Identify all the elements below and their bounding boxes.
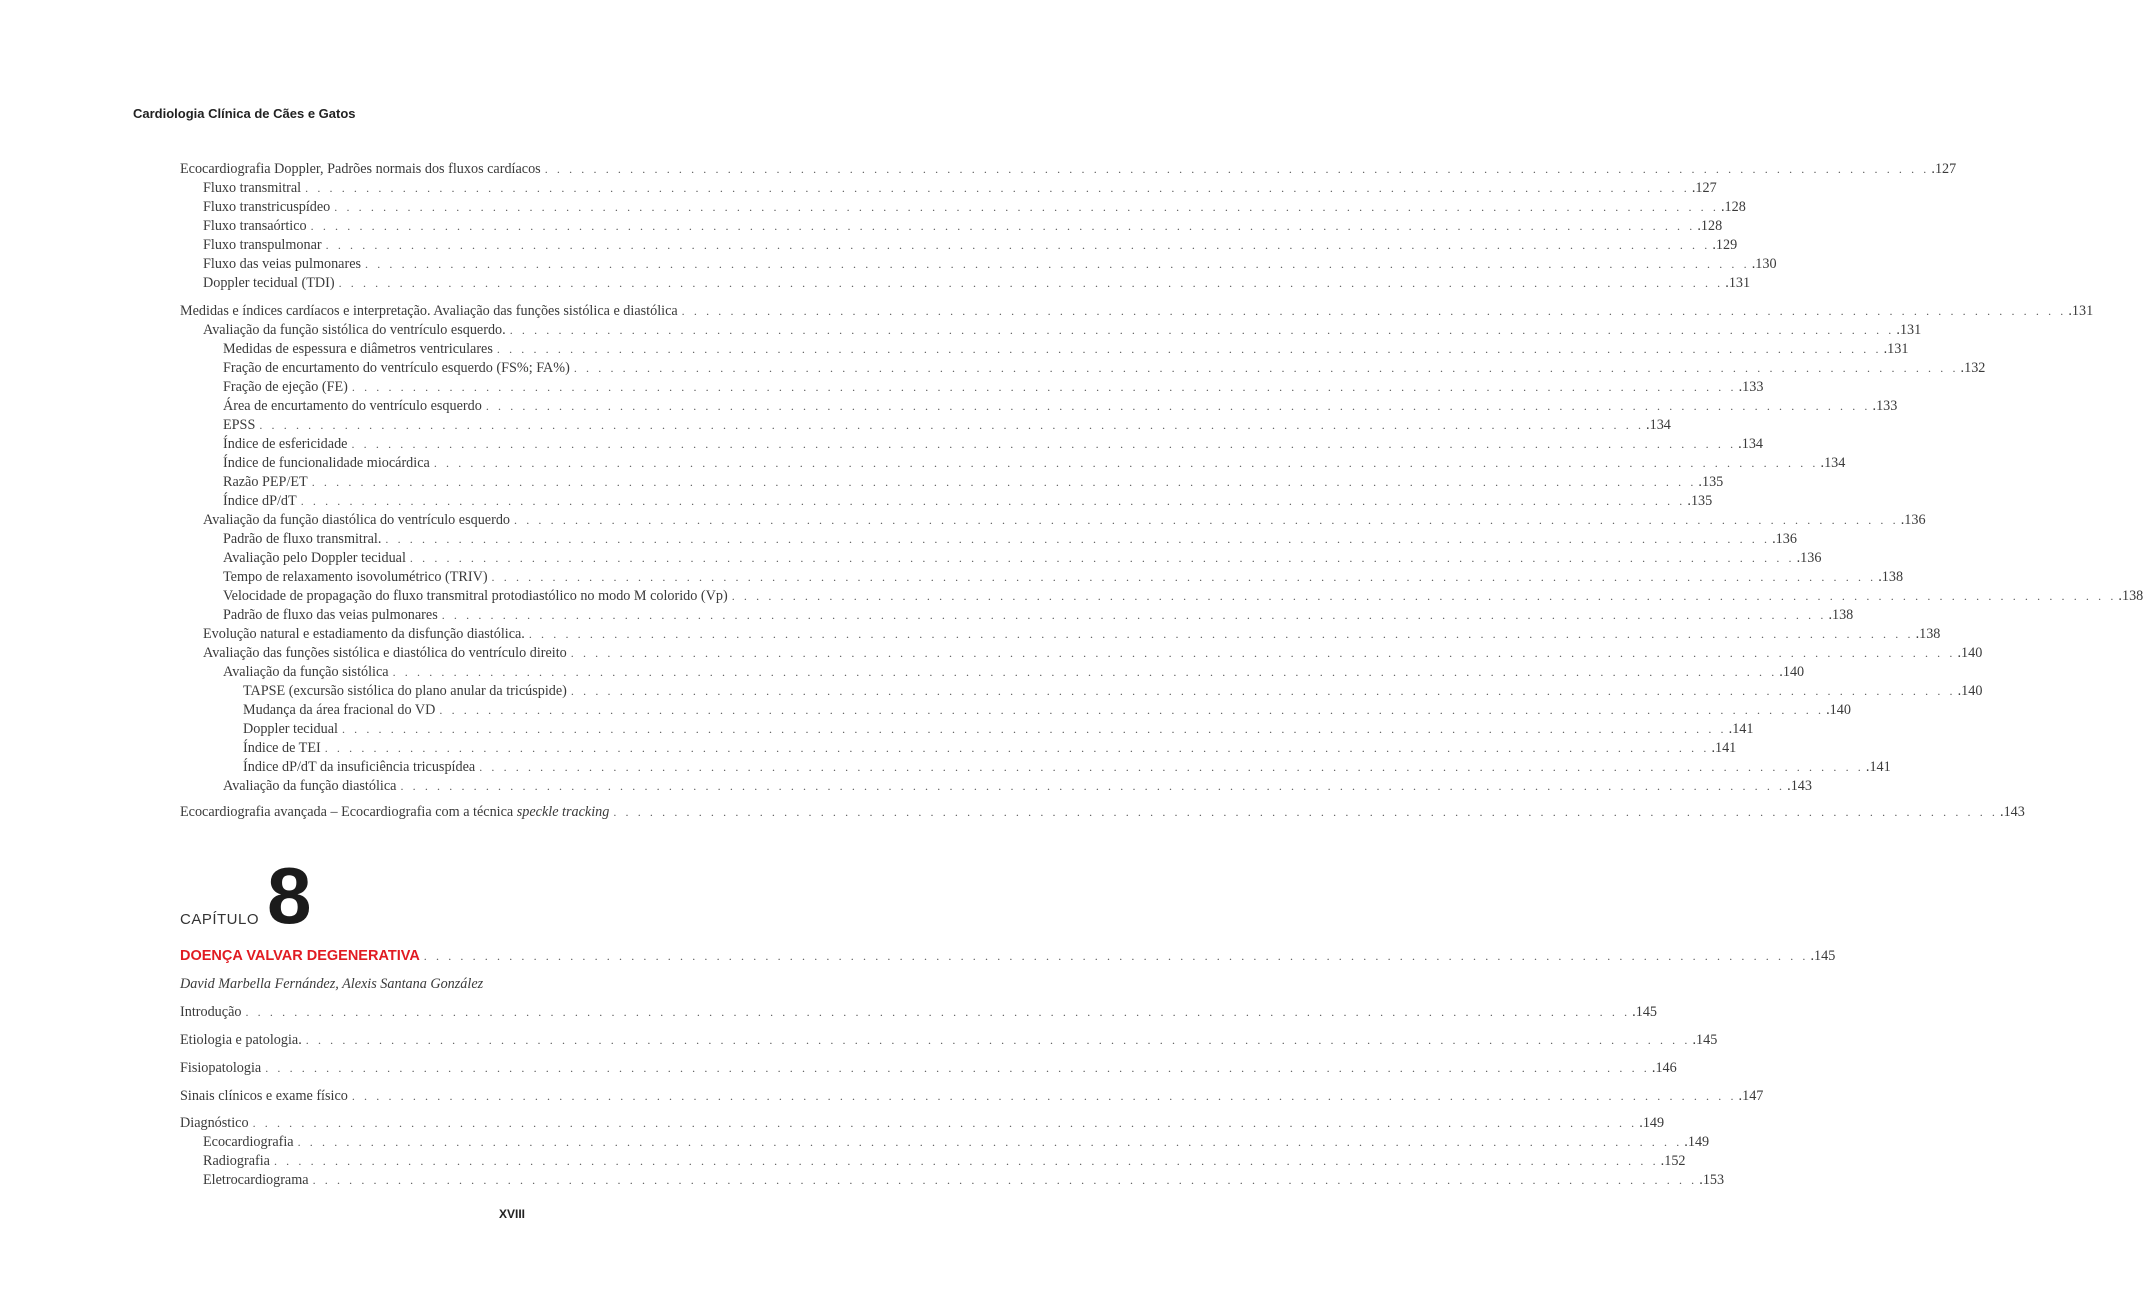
- toc-leader-dots: . . . . . . . . . . . . . . . . . . . . . . . . . . . . . . . . . . . . . . . . . . . . . . . . . . . . . . . . . . . . . . . . . . . . . . . . . . . . . . . . . . . . . . . . . . . . . . . . . . . . . . . . . . . . . . . . . .: [385, 532, 1771, 546]
- toc-row-title: Fração de ejeção (FE): [223, 379, 348, 395]
- toc-row-page: .134: [1820, 455, 1846, 471]
- toc-row-page: .132: [1960, 360, 1986, 376]
- toc-row-title: Eletrocardiograma: [203, 1172, 309, 1188]
- toc-row[interactable]: [180, 568, 1904, 587]
- toc-leader-dots: . . . . . . . . . . . . . . . . . . . . . . . . . . . . . . . . . . . . . . . . . . . . . . . . . . . . . . . . . . . . . . . . . . . . . . . . . . . . . . . . . . . . . . . . . . . . . . . . . . . . . . . . . . . . . . . . . .: [252, 1116, 1638, 1130]
- toc-row-page: .145: [1692, 1032, 1718, 1048]
- toc-leader-dots: . . . . . . . . . . . . . . . . . . . . . . . . . . . . . . . . . . . . . . . . . . . . . . . . . . . . . . . . . . . . . . . . . . . . . . . . . . . . . . . . . . . . . . . . . . . . . . . . . . . . . . . . . . . . . . . . . .: [392, 665, 1778, 679]
- toc-row-page: .129: [1712, 237, 1738, 253]
- toc-row-page: .127: [1931, 161, 1957, 177]
- toc-row-title: Etiologia e patologia.: [180, 1032, 302, 1048]
- toc-row-title: Ecocardiografia avançada – Ecocardiografia com a técnica speckle tracking: [180, 804, 610, 820]
- toc-row[interactable]: [180, 1171, 1725, 1190]
- toc-row[interactable]: [180, 947, 1836, 966]
- toc-row-page: .138: [2118, 588, 2143, 604]
- toc-row-page: .153: [1699, 1172, 1725, 1188]
- toc-leader-dots: . . . . . . . . . . . . . . . . . . . . . . . . . . . . . . . . . . . . . . . . . . . . . . . . . . . . . . . . . . . . . . . . . . . . . . . . . . . . . . . . . . . . . . . . . . . . . . . . . . . . . . . . . . . . . . . . . .: [351, 1089, 1737, 1103]
- chapter-title: DOENÇA VALVAR DEGENERATIVA: [180, 948, 420, 964]
- toc-row[interactable]: [180, 416, 1671, 435]
- toc-row-title: Avaliação das funções sistólica e diastólica do ventrículo direito: [203, 645, 567, 661]
- toc-leader-dots: . . . . . . . . . . . . . . . . . . . . . . . . . . . . . . . . . . . . . . . . . . . . . . . . . . . . . . . . . . . . . . . . . . . . . . . . . . . . . . . . . . . . . . . . . . . . . . . . . . . . . . . . . . . . . . . . . .: [310, 219, 1696, 233]
- toc-row[interactable]: [180, 1087, 1764, 1106]
- toc-row[interactable]: [180, 378, 1764, 397]
- toc-row[interactable]: [180, 179, 1717, 198]
- toc-leader-dots: . . . . . . . . . . . . . . . . . . . . . . . . . . . . . . . . . . . . . . . . . . . . . . . . . . . . . . . . . . . . . . . . . . . . . . . . . . . . . . . . . . . . . . . . . . . . . . . . . . . . . . . . . . . . . . . . . .: [325, 238, 1711, 252]
- toc-row[interactable]: [180, 606, 1854, 625]
- toc-leader-dots: . . . . . . . . . . . . . . . . . . . . . . . . . . . . . . . . . . . . . . . . . . . . . . . . . . . . . . . . . . . . . . . . . . . . . . . . . . . . . . . . . . . . . . . . . . . . . . . . . . . . . . . . . . . . . . . . . .: [312, 1173, 1698, 1187]
- toc-row-title: Doppler tecidual: [243, 721, 338, 737]
- toc-row[interactable]: [180, 625, 1941, 644]
- toc-advanced-entry: [180, 803, 2025, 822]
- toc-leader-dots: . . . . . . . . . . . . . . . . . . . . . . . . . . . . . . . . . . . . . . . . . . . . . . . . . . . . . . . . . . . . . . . . . . . . . . . . . . . . . . . . . . . . . . . . . . . . . . . . . . . . . . . . . . . . . . . . . .: [485, 399, 1871, 413]
- toc-row-title: Padrão de fluxo das veias pulmonares: [223, 607, 438, 623]
- toc-leader-dots: . . . . . . . . . . . . . . . . . . . . . . . . . . . . . . . . . . . . . . . . . . . . . . . . . . . . . . . . . . . . . . . . . . . . . . . . . . . . . . . . . . . . . . . . . . . . . . . . . . . . . . . . . . . . . . . . . .: [365, 257, 1750, 271]
- toc-row[interactable]: [180, 1152, 1686, 1171]
- toc-row-title: Evolução natural e estadiamento da disfunção diastólica.: [203, 626, 525, 642]
- toc-leader-dots: . . . . . . . . . . . . . . . . . . . . . . . . . . . . . . . . . . . . . . . . . . . . . . . . . . . . . . . . . . . . . . . . . . . . . . . . . . . . . . . . . . . . . . . . . . . . . . . . . . . . . . . . . . . . . . . . . .: [265, 1061, 1650, 1075]
- toc-chapter-entries: [180, 1003, 1764, 1106]
- toc-leader-dots: . . . . . . . . . . . . . . . . . . . . . . . . . . . . . . . . . . . . . . . . . . . . . . . . . . . . . . . . . . . . . . . . . . . . . . . . . . . . . . . . . . . . . . . . . . . . . . . . . . . . . . . . . . . . . . . . . .: [338, 276, 1724, 290]
- toc-row[interactable]: [180, 1003, 1657, 1022]
- chapter-authors: David Marbella Fernández, Alexis Santana González: [180, 976, 484, 992]
- toc-row-page: .140: [1957, 683, 1983, 699]
- toc-row[interactable]: [180, 274, 1751, 293]
- toc-row[interactable]: [180, 1059, 1677, 1078]
- toc-row-page: .145: [1632, 1004, 1657, 1020]
- toc-row-page: .141: [1728, 721, 1754, 737]
- toc-row[interactable]: [180, 473, 1724, 492]
- toc-row-page: .127: [1691, 180, 1717, 196]
- toc-row[interactable]: [180, 530, 1797, 549]
- toc-leader-dots: . . . . . . . . . . . . . . . . . . . . . . . . . . . . . . . . . . . . . . . . . . . . . . . . . . . . . . . . . . . . . . . . . . . . . . . . . . . . . . . . . . . . . . . . . . . . . . . . . . . . . . . . . . . . . . . . . .: [305, 1033, 1691, 1047]
- toc-leader-dots: . . . . . . . . . . . . . . . . . . . . . . . . . . . . . . . . . . . . . . . . . . . . . . . . . . . . . . . . . . . . . . . . . . . . . . . . . . . . . . . . . . . . . . . . . . . . . . . . . . . . . . . . . . . . . . . . . .: [731, 589, 2117, 603]
- toc-row-title: Fisiopatologia: [180, 1060, 262, 1076]
- toc-leader-dots: . . . . . . . . . . . . . . . . . . . . . . . . . . . . . . . . . . . . . . . . . . . . . . . . . . . . . . . . . . . . . . . . . . . . . . . . . . . . . . . . . . . . . . . . . . . . . . . . . . . . . . . . . . . . . . . . . .: [297, 1135, 1683, 1149]
- toc-row[interactable]: [180, 739, 1737, 758]
- toc-leader-dots: . . . . . . . . . . . . . . . . . . . . . . . . . . . . . . . . . . . . . . . . . . . . . . . . . . . . . . . . . . . . . . . . . . . . . . . . . . . . . . . . . . . . . . . . . . . . . . . . . . . . . . . . . . . . . . . . . .: [441, 608, 1827, 622]
- toc-row[interactable]: [180, 720, 1754, 739]
- toc-leader-dots: . . . . . . . . . . . . . . . . . . . . . . . . . . . . . . . . . . . . . . . . . . . . . . . . . . . . . . . . . . . . . . . . . . . . . . . . . . . . . . . . . . . . . . . . . . . . . . . . . . . . . . . . . . . . . . . . . .: [573, 361, 1959, 375]
- toc-row-page: .131: [1725, 275, 1751, 291]
- toc-row-title: Razão PEP/ET: [223, 474, 308, 490]
- toc-row-page: .128: [1720, 199, 1746, 215]
- toc-row-page: .130: [1751, 256, 1777, 272]
- toc-row-page: .141: [1865, 759, 1891, 775]
- toc-row[interactable]: [180, 1114, 1665, 1133]
- toc-row-title: Índice dP/dT: [223, 493, 297, 509]
- toc-row[interactable]: [180, 321, 1922, 340]
- toc-row-title: Mudança da área fracional do VD: [243, 702, 436, 718]
- toc-row-page: .128: [1697, 218, 1723, 234]
- toc-leader-dots: . . . . . . . . . . . . . . . . . . . . . . . . . . . . . . . . . . . . . . . . . . . . . . . . . . . . . . . . . . . . . . . . . . . . . . . . . . . . . . . . . . . . . . . . . . . . . . . . . . . . . . . . . . . . . . . . . .: [273, 1154, 1659, 1168]
- toc-leader-dots: . . . . . . . . . . . . . . . . . . . . . . . . . . . . . . . . . . . . . . . . . . . . . . . . . . . . . . . . . . . . . . . . . . . . . . . . . . . . . . . . . . . . . . . . . . . . . . . . . . . . . . . . . . . . . . . . . .: [334, 200, 1719, 214]
- toc-row[interactable]: [180, 359, 1986, 378]
- toc-row[interactable]: [180, 1031, 1718, 1050]
- toc-row-title: Fluxo transtricuspídeo: [203, 199, 331, 215]
- toc-row-title: Índice de esfericidade: [223, 436, 348, 452]
- toc-row-title: Avaliação da função sistólica do ventrículo esquerdo.: [203, 322, 506, 338]
- toc-leader-dots: . . . . . . . . . . . . . . . . . . . . . . . . . . . . . . . . . . . . . . . . . . . . . . . . . . . . . . . . . . . . . . . . . . . . . . . . . . . . . . . . . . . . . . . . . . . . . . . . . . . . . . . . . . . . . . . . . .: [341, 722, 1727, 736]
- toc-row[interactable]: [180, 758, 1891, 777]
- toc-row[interactable]: [180, 803, 2025, 822]
- toc-row-title: Avaliação pelo Doppler tecidual: [223, 550, 406, 566]
- toc-row-title: Tempo de relaxamento isovolumétrico (TRIV): [223, 569, 488, 585]
- toc-row[interactable]: [180, 435, 1763, 454]
- toc-row-title: Medidas e índices cardíacos e interpretação. Avaliação das funções sistólica e diastólica: [180, 303, 678, 319]
- toc-row-page: .134: [1738, 436, 1763, 452]
- toc-leader-dots: . . . . . . . . . . . . . . . . . . . . . . . . . . . . . . . . . . . . . . . . . . . . . . . . . . . . . . . . . . . . . . . . . . . . . . . . . . . . . . . . . . . . . . . . . . . . . . . . . . . . . . . . . . . . . . . . . .: [400, 779, 1786, 793]
- running-head: Cardiologia Clínica de Cães e Gatos: [133, 106, 356, 121]
- toc-row-page: .140: [1779, 664, 1805, 680]
- chapter-number: 8: [267, 851, 312, 940]
- toc-leader-dots: . . . . . . . . . . . . . . . . . . . . . . . . . . . . . . . . . . . . . . . . . . . . . . . . . . . . . . . . . . . . . . . . . . . . . . . . . . . . . . . . . . . . . . . . . . . . . . . . . . . . . . . . . . . . . . . . . .: [433, 456, 1819, 470]
- toc-row-page: .133: [1872, 398, 1898, 414]
- toc-row-title: Introdução: [180, 1004, 242, 1020]
- toc-row[interactable]: [180, 701, 1851, 720]
- toc-row-title: Área de encurtamento do ventrículo esquerdo: [223, 398, 482, 414]
- toc-row-title: TAPSE (excursão sistólica do plano anular da tricúspide): [243, 683, 567, 699]
- page-number: XVIII: [498, 1207, 525, 1221]
- toc-leader-dots: . . . . . . . . . . . . . . . . . . . . . . . . . . . . . . . . . . . . . . . . . . . . . . . . . . . . . . . . . . . . . . . . . . . . . . . . . . . . . . . . . . . . . . . . . . . . . . . . . . . . . . . . . . . . . . . . . .: [681, 304, 2067, 318]
- toc-row[interactable]: [180, 644, 1983, 663]
- toc-row[interactable]: [180, 587, 2143, 606]
- toc-leader-dots: . . . . . . . . . . . . . . . . . . . . . . . . . . . . . . . . . . . . . . . . . . . . . . . . . . . . . . . . . . . . . . . . . . . . . . . . . . . . . . . . . . . . . . . . . . . . . . . . . . . . . . . . . . . . . . . . . .: [351, 437, 1737, 451]
- toc-row[interactable]: [180, 302, 2094, 321]
- toc-row[interactable]: [180, 549, 1822, 568]
- toc-leader-dots: . . . . . . . . . . . . . . . . . . . . . . . . . . . . . . . . . . . . . . . . . . . . . . . . . . . . . . . . . . . . . . . . . . . . . . . . . . . . . . . . . . . . . . . . . . . . . . . . . . . . . . . . . . . . . . . . . .: [528, 627, 1914, 641]
- toc-row[interactable]: [180, 492, 1713, 511]
- toc-row-title: Medidas de espessura e diâmetros ventriculares: [223, 341, 493, 357]
- toc-leader-dots: . . . . . . . . . . . . . . . . . . . . . . . . . . . . . . . . . . . . . . . . . . . . . . . . . . . . . . . . . . . . . . . . . . . . . . . . . . . . . . . . . . . . . . . . . . . . . . . . . . . . . . . . . . . . . . . . . .: [311, 475, 1697, 489]
- toc-row-page: .138: [1828, 607, 1854, 623]
- toc-row-page: .138: [1915, 626, 1941, 642]
- toc-leader-dots: . . . . . . . . . . . . . . . . . . . . . . . . . . . . . . . . . . . . . . . . . . . . . . . . . . . . . . . . . . . . . . . . . . . . . . . . . . . . . . . . . . . . . . . . . . . . . . . . . . . . . . . . . . . . . . . . . .: [491, 570, 1877, 584]
- toc-row-title: Índice de funcionalidade miocárdica: [223, 455, 430, 471]
- toc-row[interactable]: [180, 454, 1846, 473]
- toc-leader-dots: . . . . . . . . . . . . . . . . . . . . . . . . . . . . . . . . . . . . . . . . . . . . . . . . . . . . . . . . . . . . . . . . . . . . . . . . . . . . . . . . . . . . . . . . . . . . . . . . . . . . . . . . . . . . . . . . . .: [496, 342, 1882, 356]
- toc-row-title: Avaliação da função diastólica do ventrículo esquerdo: [203, 512, 511, 528]
- toc-row-page: .140: [1957, 645, 1983, 661]
- toc-row-title: Diagnóstico: [180, 1115, 249, 1131]
- toc-row[interactable]: [180, 340, 1909, 359]
- toc-row-page: .149: [1639, 1115, 1665, 1131]
- toc-leader-dots: . . . . . . . . . . . . . . . . . . . . . . . . . . . . . . . . . . . . . . . . . . . . . . . . . . . . . . . . . . . . . . . . . . . . . . . . . . . . . . . . . . . . . . . . . . . . . . . . . . . . . . . . . . . . . . . . . .: [409, 551, 1795, 565]
- toc-row-title: Fluxo transaórtico: [203, 218, 307, 234]
- toc-row-page: .143: [2000, 804, 2025, 820]
- toc-row[interactable]: [180, 511, 1926, 530]
- toc-leader-dots: . . . . . . . . . . . . . . . . . . . . . . . . . . . . . . . . . . . . . . . . . . . . . . . . . . . . . . . . . . . . . . . . . . . . . . . . . . . . . . . . . . . . . . . . . . . . . . . . . . . . . . . . . . . . . . . . . .: [259, 418, 1645, 432]
- toc-leader-dots: . . . . . . . . . . . . . . . . . . . . . . . . . . . . . . . . . . . . . . . . . . . . . . . . . . . . . . . . . . . . . . . . . . . . . . . . . . . . . . . . . . . . . . . . . . . . . . . . . . . . . . . . . . . . . . . . . .: [509, 323, 1895, 337]
- toc-row-title: Índice de TEI: [243, 740, 321, 756]
- toc-row-page: .135: [1698, 474, 1724, 490]
- toc-row-title: Ecocardiografia: [203, 1134, 294, 1150]
- toc-row-page: .146: [1651, 1060, 1677, 1076]
- toc-row[interactable]: [180, 217, 1723, 236]
- toc-row[interactable]: [180, 663, 1805, 682]
- toc-leader-dots: . . . . . . . . . . . . . . . . . . . . . . . . . . . . . . . . . . . . . . . . . . . . . . . . . . . . . . . . . . . . . . . . . . . . . . . . . . . . . . . . . . . . . . . . . . . . . . . . . . . . . . . . . . . . . . . . . .: [300, 494, 1686, 508]
- toc-row-page: .133: [1738, 379, 1764, 395]
- toc-row-page: .138: [1878, 569, 1904, 585]
- toc-row-title: Fluxo transmitral: [203, 180, 302, 196]
- toc-row-page: .131: [1896, 322, 1922, 338]
- toc-row-title: Padrão de fluxo transmitral.: [223, 531, 382, 547]
- toc-row-page: .136: [1900, 512, 1926, 528]
- toc-row-page: .145: [1810, 948, 1836, 964]
- toc-row[interactable]: [180, 198, 1746, 217]
- toc-row-page: .136: [1772, 531, 1797, 547]
- toc-row-page: .141: [1711, 740, 1737, 756]
- toc-leader-dots: . . . . . . . . . . . . . . . . . . . . . . . . . . . . . . . . . . . . . . . . . . . . . . . . . . . . . . . . . . . . . . . . . . . . . . . . . . . . . . . . . . . . . . . . . . . . . . . . . . . . . . . . . . . . . . . . . .: [305, 181, 1690, 195]
- toc-leader-dots: . . . . . . . . . . . . . . . . . . . . . . . . . . . . . . . . . . . . . . . . . . . . . . . . . . . . . . . . . . . . . . . . . . . . . . . . . . . . . . . . . . . . . . . . . . . . . . . . . . . . . . . . . . . . . . . . . .: [245, 1005, 1631, 1019]
- toc-row-title: Índice dP/dT da insuficiência tricuspídea: [243, 759, 476, 775]
- toc-leader-dots: . . . . . . . . . . . . . . . . . . . . . . . . . . . . . . . . . . . . . . . . . . . . . . . . . . . . . . . . . . . . . . . . . . . . . . . . . . . . . . . . . . . . . . . . . . . . . . . . . . . . . . . . . . . . . . . . . .: [544, 162, 1930, 176]
- toc-row-page: .136: [1796, 550, 1822, 566]
- chapter-title-row: [180, 947, 1836, 966]
- toc-row-title: EPSS: [223, 417, 256, 433]
- chapter-authors-block: [180, 975, 835, 994]
- toc-row-title: Doppler tecidual (TDI): [203, 275, 335, 291]
- toc-leader-dots: . . . . . . . . . . . . . . . . . . . . . . . . . . . . . . . . . . . . . . . . . . . . . . . . . . . . . . . . . . . . . . . . . . . . . . . . . . . . . . . . . . . . . . . . . . . . . . . . . . . . . . . . . . . . . . . . . .: [351, 380, 1737, 394]
- toc-row[interactable]: [180, 397, 1898, 416]
- toc-row-title: Fluxo transpulmonar: [203, 237, 322, 253]
- toc-row[interactable]: [180, 160, 1957, 179]
- toc-row-page: .147: [1738, 1088, 1764, 1104]
- toc-section-doppler: [180, 160, 2143, 796]
- toc-row-page: .143: [1787, 778, 1812, 794]
- toc-row-title: Fração de encurtamento do ventrículo esquerdo (FS%; FA%): [223, 360, 570, 376]
- toc-row-page: .152: [1660, 1153, 1686, 1169]
- toc-row-title: Avaliação da função sistólica: [223, 664, 389, 680]
- toc-row-page: .134: [1646, 417, 1671, 433]
- toc-row-page: .149: [1684, 1134, 1710, 1150]
- chapter-label: CAPÍTULO: [180, 911, 260, 928]
- toc-row[interactable]: [180, 1133, 1710, 1152]
- toc-row-title: Ecocardiografia Doppler, Padrões normais dos fluxos cardíacos: [180, 161, 541, 177]
- toc-row[interactable]: [180, 255, 1777, 274]
- toc-row[interactable]: [180, 236, 1738, 255]
- toc-row-page: .131: [1883, 341, 1909, 357]
- toc-row-title: Sinais clínicos e exame físico: [180, 1088, 348, 1104]
- toc-leader-dots: . . . . . . . . . . . . . . . . . . . . . . . . . . . . . . . . . . . . . . . . . . . . . . . . . . . . . . . . . . . . . . . . . . . . . . . . . . . . . . . . . . . . . . . . . . . . . . . . . . . . . . . . . . . . . . . . . .: [479, 760, 1864, 774]
- toc-leader-dots: . . . . . . . . . . . . . . . . . . . . . . . . . . . . . . . . . . . . . . . . . . . . . . . . . . . . . . . . . . . . . . . . . . . . . . . . . . . . . . . . . . . . . . . . . . . . . . . . . . . . . . . . . . . . . . . . . .: [514, 513, 1899, 527]
- toc-diagnostico: [180, 1114, 1725, 1190]
- toc-row-title: Velocidade de propagação do fluxo transmitral protodiastólico no modo M colorido (Vp): [223, 588, 728, 604]
- toc-row-title: Avaliação da função diastólica: [223, 778, 397, 794]
- toc-leader-dots: . . . . . . . . . . . . . . . . . . . . . . . . . . . . . . . . . . . . . . . . . . . . . . . . . . . . . . . . . . . . . . . . . . . . . . . . . . . . . . . . . . . . . . . . . . . . . . . . . . . . . . . . . . . . . . . . . .: [439, 703, 1825, 717]
- toc-row[interactable]: [180, 682, 1983, 701]
- toc-leader-dots: . . . . . . . . . . . . . . . . . . . . . . . . . . . . . . . . . . . . . . . . . . . . . . . . . . . . . . . . . . . . . . . . . . . . . . . . . . . . . . . . . . . . . . . . . . . . . . . . . . . . . . . . . . . . . . . . . .: [613, 805, 1999, 819]
- toc-leader-dots: . . . . . . . . . . . . . . . . . . . . . . . . . . . . . . . . . . . . . . . . . . . . . . . . . . . . . . . . . . . . . . . . . . . . . . . . . . . . . . . . . . . . . . . . . . . . . . . . . . . . . . . . . . . . . . . . . .: [324, 741, 1710, 755]
- toc-row-page: .140: [1826, 702, 1851, 718]
- toc-row[interactable]: [180, 777, 1812, 796]
- toc-row-title: Fluxo das veias pulmonares: [203, 256, 362, 272]
- toc-row-page: .135: [1687, 493, 1713, 509]
- toc-row-title: Radiografia: [203, 1153, 270, 1169]
- toc-leader-dots: . . . . . . . . . . . . . . . . . . . . . . . . . . . . . . . . . . . . . . . . . . . . . . . . . . . . . . . . . . . . . . . . . . . . . . . . . . . . . . . . . . . . . . . . . . . . . . . . . . . . . . . . . . . . . . . . . .: [570, 684, 1956, 698]
- toc-leader-dots: . . . . . . . . . . . . . . . . . . . . . . . . . . . . . . . . . . . . . . . . . . . . . . . . . . . . . . . . . . . . . . . . . . . . . . . . . . . . . . . . . . . . . . . . . . . . . . . . . . . . . . . . . . . . . . . . . .: [423, 949, 1809, 963]
- toc-leader-dots: . . . . . . . . . . . . . . . . . . . . . . . . . . . . . . . . . . . . . . . . . . . . . . . . . . . . . . . . . . . . . . . . . . . . . . . . . . . . . . . . . . . . . . . . . . . . . . . . . . . . . . . . . . . . . . . . . .: [570, 646, 1956, 660]
- toc-row-page: .131: [2068, 303, 2094, 319]
- chapter-heading: [180, 851, 580, 940]
